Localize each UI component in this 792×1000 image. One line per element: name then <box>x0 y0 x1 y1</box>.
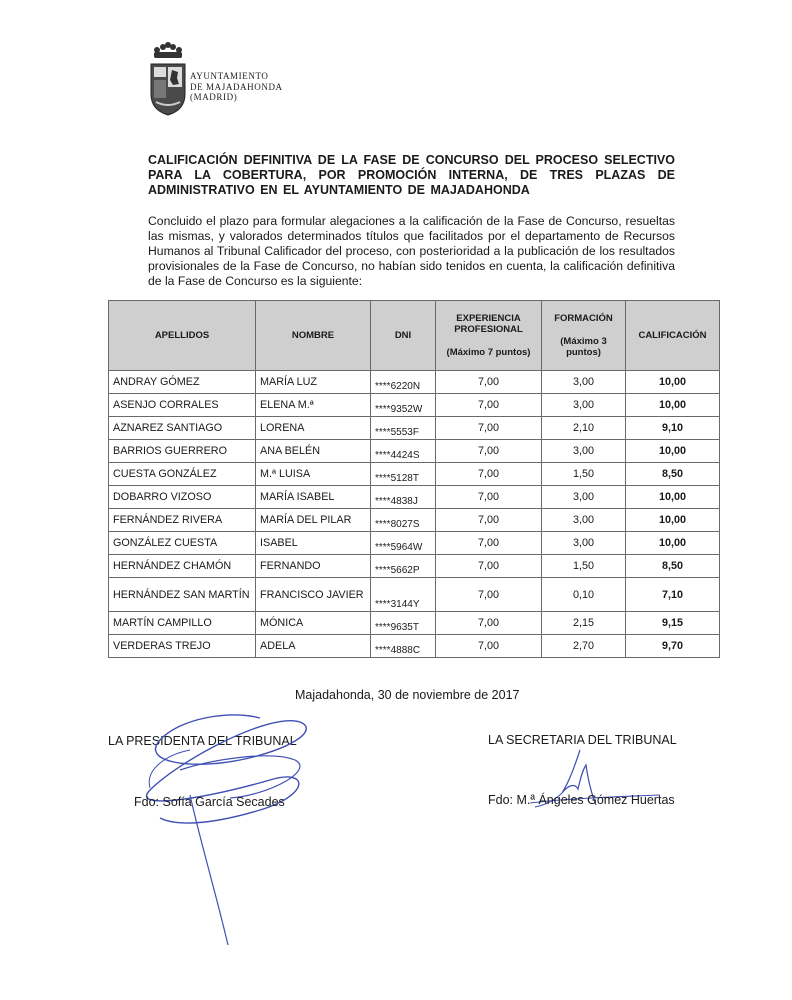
cell-apellidos: AZNAREZ SANTIAGO <box>109 417 256 440</box>
cell-nombre: MARÍA ISABEL <box>256 486 371 509</box>
cell-dni: ****6220N <box>371 371 436 394</box>
cell-apellidos: HERNÁNDEZ CHAMÓN <box>109 555 256 578</box>
table-row <box>109 371 720 394</box>
cell-dni: ****4838J <box>371 486 436 509</box>
cell-formacion: 3,00 <box>542 440 626 463</box>
table-row <box>109 394 720 417</box>
cell-dni: ****8027S <box>371 509 436 532</box>
header-formacion-max: (Máximo 3 puntos) <box>560 336 607 358</box>
cell-experiencia: 7,00 <box>436 635 542 658</box>
cell-apellidos: CUESTA GONZÁLEZ <box>109 463 256 486</box>
header-calificacion: CALIFICACIÓN <box>626 301 720 371</box>
cell-apellidos: BARRIOS GUERRERO <box>109 440 256 463</box>
table-row <box>109 612 720 635</box>
cell-formacion: 3,00 <box>542 532 626 555</box>
intro-paragraph: Concluido el plazo para formular alegaciones a la calificación de la Fase de Concurso, resueltas las mismas, y valorados determinados títulos que facilitados por el departamento de Recursos Humanos al Tribunal Calificador del proceso, con posterioridad a la publicación de los resultados provisionales de la Fase de Concurso, no habían sido tenidos en cuenta, la calificación definitiva de la Fase de Concurso es la siguiente: <box>148 214 675 288</box>
header-nombre: NOMBRE <box>256 301 371 371</box>
table-row <box>109 578 720 612</box>
cell-formacion: 1,50 <box>542 555 626 578</box>
cell-experiencia: 7,00 <box>436 532 542 555</box>
document-title: CALIFICACIÓN DEFINITIVA DE LA FASE DE CONCURSO DEL PROCESO SELECTIVO PARA LA COBERTURA, POR PROMOCIÓN INTERNA, DE TRES PLAZAS DE ADMINISTRATIVO EN EL AYUNTAMIENTO DE MAJADAHONDA <box>148 153 675 197</box>
cell-nombre: MÓNICA <box>256 612 371 635</box>
organization-name <box>190 71 283 103</box>
cell-nombre: M.ª LUISA <box>256 463 371 486</box>
header-formacion-label: FORMACIÓN <box>554 313 613 324</box>
cell-nombre: ANA BELÉN <box>256 440 371 463</box>
table-row <box>109 463 720 486</box>
cell-experiencia: 7,00 <box>436 555 542 578</box>
coat-of-arms-logo <box>148 42 188 116</box>
table-row <box>109 635 720 658</box>
header-experiencia-max: (Máximo 7 puntos) <box>446 347 531 358</box>
cell-dni: ****5128T <box>371 463 436 486</box>
cell-calificacion: 10,00 <box>626 532 720 555</box>
cell-nombre: FERNANDO <box>256 555 371 578</box>
cell-experiencia: 7,00 <box>436 486 542 509</box>
secretaria-signatory: Fdo: M.ª Ángeles Gómez Huertas <box>488 793 675 807</box>
cell-calificacion: 10,00 <box>626 394 720 417</box>
cell-experiencia: 7,00 <box>436 371 542 394</box>
table-row <box>109 486 720 509</box>
table-row <box>109 532 720 555</box>
cell-apellidos: HERNÁNDEZ SAN MARTÍN <box>109 578 256 612</box>
table-row <box>109 555 720 578</box>
org-line-3: (MADRID) <box>190 92 238 102</box>
cell-apellidos: VERDERAS TREJO <box>109 635 256 658</box>
cell-formacion: 2,10 <box>542 417 626 440</box>
cell-nombre: LORENA <box>256 417 371 440</box>
cell-experiencia: 7,00 <box>436 463 542 486</box>
cell-formacion: 0,10 <box>542 578 626 612</box>
cell-formacion: 1,50 <box>542 463 626 486</box>
cell-calificacion: 10,00 <box>626 486 720 509</box>
header-experiencia <box>436 301 542 371</box>
cell-calificacion: 9,15 <box>626 612 720 635</box>
cell-nombre: ISABEL <box>256 532 371 555</box>
cell-formacion: 3,00 <box>542 394 626 417</box>
header-dni: DNI <box>371 301 436 371</box>
cell-experiencia: 7,00 <box>436 394 542 417</box>
cell-nombre: ELENA M.ª <box>256 394 371 417</box>
cell-apellidos: DOBARRO VIZOSO <box>109 486 256 509</box>
cell-calificacion: 8,50 <box>626 555 720 578</box>
cell-apellidos: GONZÁLEZ CUESTA <box>109 532 256 555</box>
presidenta-signatory: Fdo: Sofía García Secades <box>134 795 285 809</box>
cell-dni: ****5662P <box>371 555 436 578</box>
place-and-date: Majadahonda, 30 de noviembre de 2017 <box>295 688 520 702</box>
cell-formacion: 2,15 <box>542 612 626 635</box>
cell-experiencia: 7,00 <box>436 440 542 463</box>
cell-calificacion: 9,10 <box>626 417 720 440</box>
cell-experiencia: 7,00 <box>436 417 542 440</box>
cell-calificacion: 7,10 <box>626 578 720 612</box>
cell-calificacion: 8,50 <box>626 463 720 486</box>
cell-formacion: 3,00 <box>542 486 626 509</box>
org-line-1: AYUNTAMIENTO <box>190 71 269 81</box>
table-row <box>109 509 720 532</box>
cell-experiencia: 7,00 <box>436 612 542 635</box>
cell-dni: ****5553F <box>371 417 436 440</box>
header-experiencia-label: EXPERIENCIA PROFESIONAL <box>454 313 523 335</box>
header-apellidos: APELLIDOS <box>109 301 256 371</box>
secretaria-signature <box>520 745 680 820</box>
presidenta-title: LA PRESIDENTA DEL TRIBUNAL <box>108 734 297 748</box>
secretaria-title: LA SECRETARIA DEL TRIBUNAL <box>488 733 677 747</box>
cell-calificacion: 10,00 <box>626 371 720 394</box>
cell-formacion: 3,00 <box>542 509 626 532</box>
cell-nombre: ADELA <box>256 635 371 658</box>
table-row <box>109 440 720 463</box>
cell-experiencia: 7,00 <box>436 578 542 612</box>
cell-dni: ****9352W <box>371 394 436 417</box>
cell-nombre: MARÍA LUZ <box>256 371 371 394</box>
cell-nombre: MARÍA DEL PILAR <box>256 509 371 532</box>
cell-dni: ****4888C <box>371 635 436 658</box>
org-line-2: DE MAJADAHONDA <box>190 81 283 92</box>
cell-nombre: FRANCISCO JAVIER <box>256 578 371 612</box>
grades-table <box>108 300 720 658</box>
cell-calificacion: 10,00 <box>626 440 720 463</box>
table-row <box>109 417 720 440</box>
cell-dni: ****9635T <box>371 612 436 635</box>
cell-dni: ****3144Y <box>371 578 436 612</box>
cell-formacion: 2,70 <box>542 635 626 658</box>
cell-dni: ****5964W <box>371 532 436 555</box>
cell-apellidos: ANDRAY GÓMEZ <box>109 371 256 394</box>
cell-calificacion: 9,70 <box>626 635 720 658</box>
cell-apellidos: ASENJO CORRALES <box>109 394 256 417</box>
cell-experiencia: 7,00 <box>436 509 542 532</box>
cell-apellidos: MARTÍN CAMPILLO <box>109 612 256 635</box>
cell-calificacion: 10,00 <box>626 509 720 532</box>
table-header-row <box>109 301 720 371</box>
cell-dni: ****4424S <box>371 440 436 463</box>
cell-formacion: 3,00 <box>542 371 626 394</box>
header-formacion <box>542 301 626 371</box>
cell-apellidos: FERNÁNDEZ RIVERA <box>109 509 256 532</box>
